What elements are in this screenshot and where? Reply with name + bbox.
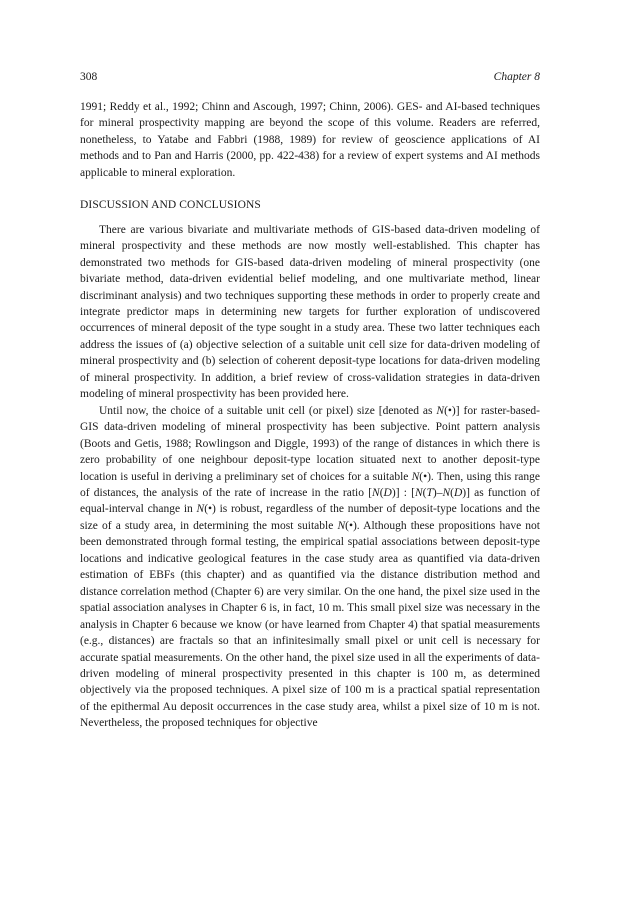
chapter-label: Chapter 8 <box>493 71 540 83</box>
section-heading: DISCUSSION AND CONCLUSIONS <box>80 199 261 212</box>
paragraph-1: There are various bivariate and multivariate methods of GIS-based data-driven modeling of mineral prospectivity and these methods are now mostly well-established. This chapter has demonstrated two methods for GIS-based data-driven modeling of mineral prospectivity (one bivariate method, data-driven evidential belief modeling, and one multivariate method, linear discriminant analysis) and two techniques supporting these methods in order to properly create and integrate predictor maps in determining new targets for further exploration of undiscovered occurrences of mineral deposit of the type sought in a study area. These two latter techniques each address the issues of (a) objective selection of a suitable unit cell size for data-driven modeling of mineral prospectivity and (b) selection of coherent deposit-type locations for data-driven modeling of mineral prospectivity. In addition, a brief review of cross-validation strategies in data-driven modeling of mineral prospectivity has been provided here. <box>80 223 540 401</box>
body-text <box>80 99 540 732</box>
page-number: 308 <box>80 71 98 83</box>
continued-paragraph: 1991; Reddy et al., 1992; Chinn and Ascough, 1997; Chinn, 2006). GES- and AI-based techniques for mineral prospectivity mapping are beyond the scope of this volume. Readers are referred, nonetheless, to Yatabe and Fabbri (1988, 1989) for review of geoscience applications of AI methods and to Pan and Harris (2000, pp. 422-438) for a review of expert systems and AI methods applicable to mineral exploration. <box>80 101 540 179</box>
paragraph-2: Until now, the choice of a suitable unit cell (or pixel) size [denoted as N(•)] for raster-based-GIS data-driven modeling of mineral prospectivity has been subjective. Point pattern analysis (Boots and Getis, 1988; Rowlingson and Diggle, 1993) of the range of distances in which there is zero probability of one neighbour deposit-type location situated next to another deposit-type location is useful in deriving a preliminary set of choices for a suitable N(•). Then, using this range of distances, the analysis of the rate of increase in the ratio [N(D)] : [N(T)–N(D)] as function of equal-interval change in N(•) is robust, regardless of the number of deposit-type locations and the size of a study area, in determining the most suitable N(•). Although these propositions have not been demonstrated through formal testing, the empirical spatial associations between deposit-type locations and indicative geological features in the case study area as quantified via data-driven estimation of EBFs (this chapter) and as quantified via the distance distribution method and distance correlation method (Chapter 6) are very similar. On the one hand, the pixel size used in the spatial association analyses in Chapter 6 is, in fact, 10 m. This small pixel size was necessary in the analysis in Chapter 6 because we know (or have learned from Chapter 4) that spatial measurements (e.g., distances) are fractals so that an infinitesimally small pixel or unit cell is necessary for accurate spatial measurements. On the other hand, the pixel size used in all the experiments of data-driven modeling of mineral prospectivity presented in this chapter is 100 m, as determined objectively via the proposed techniques. A pixel size of 100 m is a practical spatial representation of the epithermal Au deposit occurrences in the case study area, whilst a pixel size of 10 m is not. Nevertheless, the proposed techniques for objective <box>80 404 540 730</box>
